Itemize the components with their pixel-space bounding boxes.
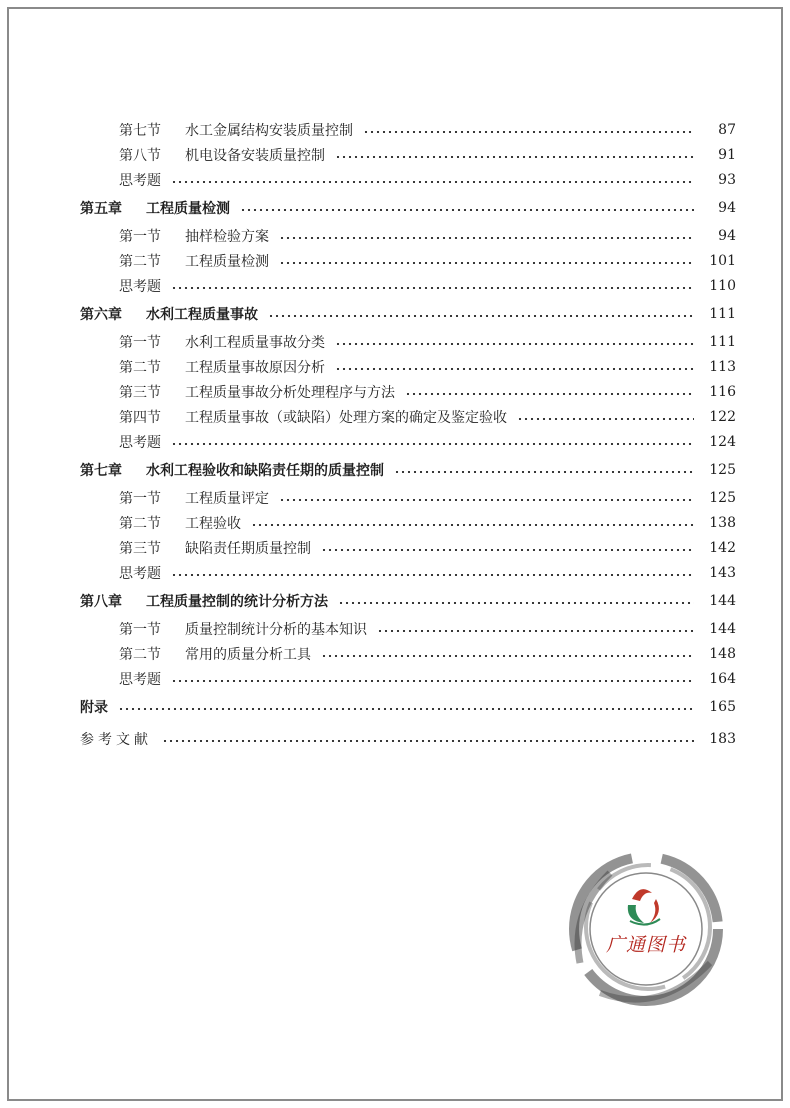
toc-page-number: 122 xyxy=(709,408,736,425)
dot-leader xyxy=(321,549,694,551)
toc-section-row[interactable] xyxy=(80,666,736,691)
toc-entry-number: 第二节 xyxy=(119,253,161,270)
toc-page-number: 111 xyxy=(709,305,736,322)
toc-section-row[interactable] xyxy=(80,722,736,755)
toc-section-row[interactable] xyxy=(80,354,736,379)
toc-section-row[interactable] xyxy=(80,616,736,641)
dot-leader xyxy=(279,262,694,264)
toc-section-row[interactable] xyxy=(80,485,736,510)
dot-leader xyxy=(171,574,694,576)
toc-entry-number: 第一节 xyxy=(119,334,161,351)
toc-entry-title: 思考题 xyxy=(119,671,161,688)
toc-entry-number: 第八节 xyxy=(119,147,161,164)
dot-leader xyxy=(338,602,694,604)
toc-entry-title: 机电设备安装质量控制 xyxy=(185,147,325,164)
toc-section-row[interactable] xyxy=(80,535,736,560)
dot-leader xyxy=(268,315,694,317)
toc-page-number: 91 xyxy=(718,146,736,163)
dot-leader xyxy=(279,237,694,239)
toc-entry-title: 水利工程质量事故 xyxy=(146,306,258,323)
dot-leader xyxy=(118,708,694,710)
toc-page-number: 93 xyxy=(718,171,736,188)
toc-entry-number: 第一节 xyxy=(119,621,161,638)
toc-entry-title: 水利工程验收和缺陷责任期的质量控制 xyxy=(146,462,384,479)
toc-section-row[interactable] xyxy=(80,273,736,298)
toc-entry-title: 工程验收 xyxy=(185,515,241,532)
toc-entry-number: 第四节 xyxy=(119,409,161,426)
toc-section-row[interactable] xyxy=(80,248,736,273)
toc-entry-title: 工程质量控制的统计分析方法 xyxy=(146,593,328,610)
toc-page-number: 125 xyxy=(709,489,736,506)
toc-page-number: 94 xyxy=(718,227,736,244)
dot-leader xyxy=(335,343,694,345)
toc-entry-title: 工程质量事故原因分析 xyxy=(185,359,325,376)
toc-page-number: 165 xyxy=(709,698,736,715)
dot-leader xyxy=(240,209,694,211)
toc-page-number: 116 xyxy=(709,383,736,400)
toc-entry-number: 第五章 xyxy=(80,200,122,217)
dot-leader xyxy=(162,740,694,742)
toc-chapter-row[interactable] xyxy=(80,691,736,722)
toc-entry-title: 附录 xyxy=(80,699,108,716)
ink-circle-brush xyxy=(574,857,718,1001)
toc-entry-title: 工程质量评定 xyxy=(185,490,269,507)
toc-entry-title: 缺陷责任期质量控制 xyxy=(185,540,311,557)
dot-leader xyxy=(363,131,694,133)
toc-entry-title: 思考题 xyxy=(119,278,161,295)
toc-page-number: 148 xyxy=(709,645,736,662)
toc-section-row[interactable] xyxy=(80,329,736,354)
toc-entry-title: 参考文献 xyxy=(80,731,152,748)
toc-entry-number: 第一节 xyxy=(119,490,161,507)
toc-page-number: 164 xyxy=(709,670,736,687)
dot-leader xyxy=(171,287,694,289)
toc-page-number: 142 xyxy=(709,539,736,556)
dot-leader xyxy=(335,368,694,370)
toc-chapter-row[interactable] xyxy=(80,454,736,485)
toc-page-number: 101 xyxy=(709,252,736,269)
toc-entry-title: 常用的质量分析工具 xyxy=(185,646,311,663)
toc-section-row[interactable] xyxy=(80,142,736,167)
toc-section-row[interactable] xyxy=(80,641,736,666)
dot-leader xyxy=(394,471,694,473)
toc-section-row[interactable] xyxy=(80,167,736,192)
toc-entry-title: 质量控制统计分析的基本知识 xyxy=(185,621,367,638)
toc-entry-number: 第三节 xyxy=(119,384,161,401)
publisher-stamp xyxy=(560,843,732,1015)
toc-page-number: 183 xyxy=(709,730,736,747)
dot-leader xyxy=(517,418,694,420)
toc-page-number: 124 xyxy=(709,433,736,450)
toc-page-number: 138 xyxy=(709,514,736,531)
toc-section-row[interactable] xyxy=(80,510,736,535)
toc-entry-number: 第三节 xyxy=(119,540,161,557)
toc-entry-number: 第七节 xyxy=(119,122,161,139)
dot-leader xyxy=(171,443,694,445)
table-of-contents xyxy=(80,117,736,755)
toc-entry-title: 水工金属结构安装质量控制 xyxy=(185,122,353,139)
toc-page-number: 144 xyxy=(709,620,736,637)
toc-page-number: 87 xyxy=(718,121,736,138)
toc-entry-number: 第一节 xyxy=(119,228,161,245)
toc-page-number: 143 xyxy=(709,564,736,581)
toc-section-row[interactable] xyxy=(80,223,736,248)
dot-leader xyxy=(171,680,694,682)
stamp-text: 广通图书 xyxy=(605,934,687,956)
dot-leader xyxy=(405,393,694,395)
toc-page-number: 113 xyxy=(709,358,736,375)
dot-leader xyxy=(335,156,694,158)
toc-entry-title: 工程质量检测 xyxy=(146,200,230,217)
toc-page-number: 94 xyxy=(718,199,736,216)
toc-page-number: 144 xyxy=(709,592,736,609)
toc-entry-title: 思考题 xyxy=(119,434,161,451)
toc-entry-title: 工程质量事故分析处理程序与方法 xyxy=(185,384,395,401)
toc-page-number: 110 xyxy=(709,277,736,294)
toc-entry-number: 第二节 xyxy=(119,515,161,532)
toc-entry-title: 抽样检验方案 xyxy=(185,228,269,245)
toc-entry-title: 水利工程质量事故分类 xyxy=(185,334,325,351)
toc-entry-number: 第二节 xyxy=(119,359,161,376)
toc-entry-number: 第六章 xyxy=(80,306,122,323)
toc-chapter-row[interactable] xyxy=(80,192,736,223)
toc-entry-title: 工程质量检测 xyxy=(185,253,269,270)
dot-leader xyxy=(279,499,694,501)
toc-section-row[interactable] xyxy=(80,404,736,429)
toc-page-number: 111 xyxy=(709,333,736,350)
toc-section-row[interactable] xyxy=(80,379,736,404)
toc-chapter-row[interactable] xyxy=(80,585,736,616)
toc-section-row[interactable] xyxy=(80,117,736,142)
toc-section-row[interactable] xyxy=(80,560,736,585)
logo-emblem-icon xyxy=(628,889,660,924)
toc-entry-title: 思考题 xyxy=(119,565,161,582)
toc-page-number: 125 xyxy=(709,461,736,478)
toc-chapter-row[interactable] xyxy=(80,298,736,329)
toc-entry-number: 第二节 xyxy=(119,646,161,663)
toc-entry-title: 思考题 xyxy=(119,172,161,189)
toc-entry-title: 工程质量事故（或缺陷）处理方案的确定及鉴定验收 xyxy=(185,409,507,426)
toc-entry-number: 第八章 xyxy=(80,593,122,610)
dot-leader xyxy=(251,524,694,526)
dot-leader xyxy=(377,630,694,632)
toc-entry-number: 第七章 xyxy=(80,462,122,479)
toc-section-row[interactable] xyxy=(80,429,736,454)
dot-leader xyxy=(321,655,694,657)
dot-leader xyxy=(171,181,694,183)
